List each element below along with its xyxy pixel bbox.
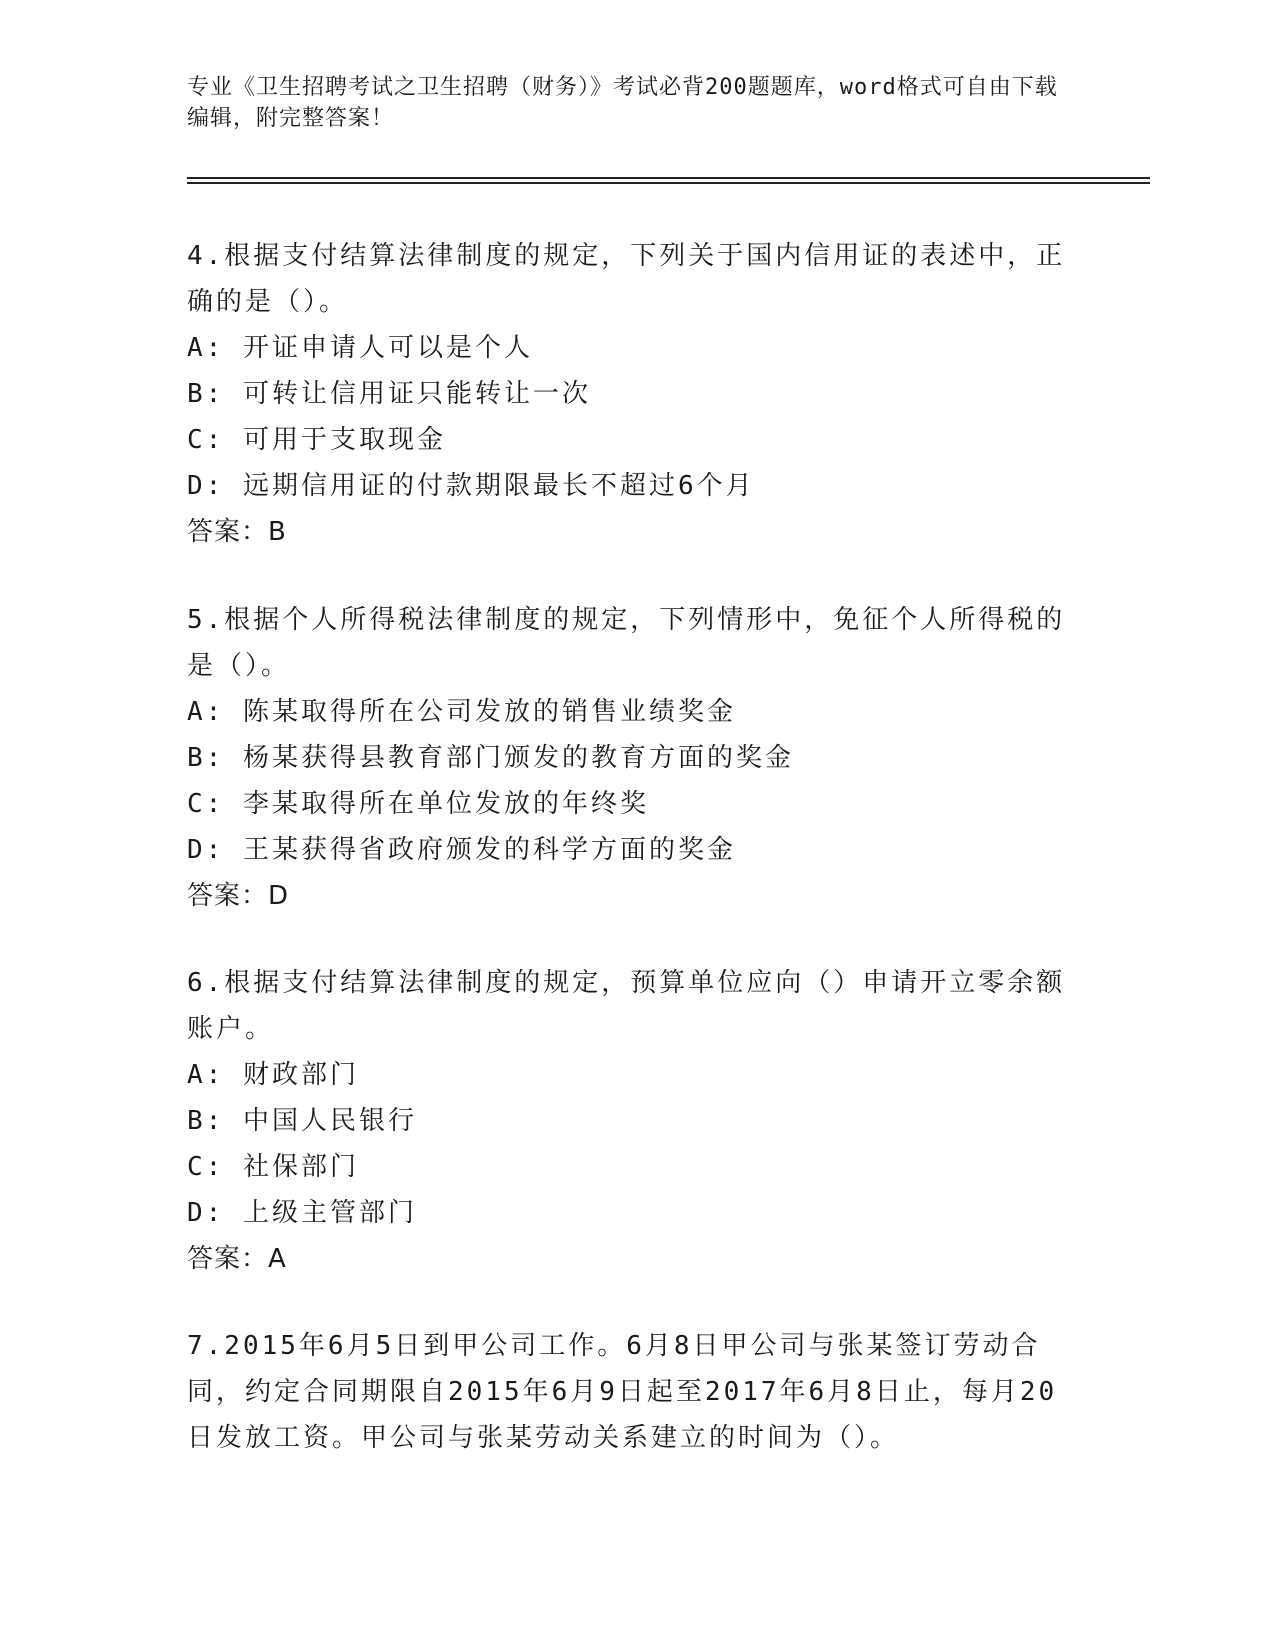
question-stem: 5.根据个人所得税法律制度的规定，下列情形中，免征个人所得税的是（）。 [187, 605, 1066, 681]
option-d: D: 远期信用证的付款期限最长不超过6个月 [187, 471, 755, 501]
option-a: A: 财政部门 [187, 1060, 359, 1090]
question-6 [187, 960, 1067, 1282]
answer: 答案：A [187, 1244, 287, 1274]
option-d: D: 上级主管部门 [187, 1198, 417, 1228]
question-7 [187, 1323, 1067, 1461]
question-stem: 7.2015年6月5日到甲公司工作。6月8日甲公司与张某签订劳动合同，约定合同期限自2015年6月9日起至2017年6月8日止，每月20日发放工资。甲公司与张某劳动关系建立的时间为（）。 [187, 1331, 1058, 1453]
option-c: C: 社保部门 [187, 1152, 359, 1182]
header-divider-bottom [187, 182, 1150, 184]
document-header: 专业《卫生招聘考试之卫生招聘（财务）》考试必背200题题库，word格式可自由下载编辑，附完整答案！ [187, 75, 1058, 131]
option-a: A: 开证申请人可以是个人 [187, 333, 533, 363]
question-4 [187, 233, 1067, 555]
answer: 答案：B [187, 517, 287, 547]
option-c: C: 李某取得所在单位发放的年终奖 [187, 789, 649, 819]
option-a: A: 陈某取得所在公司发放的销售业绩奖金 [187, 697, 736, 727]
option-b: B: 可转让信用证只能转让一次 [187, 379, 591, 409]
question-stem: 6.根据支付结算法律制度的规定，预算单位应向（）申请开立零余额账户。 [187, 968, 1066, 1044]
option-c: C: 可用于支取现金 [187, 425, 446, 455]
question-5 [187, 597, 1067, 919]
option-b: B: 杨某获得县教育部门颁发的教育方面的奖金 [187, 743, 794, 773]
header-divider-top [187, 177, 1150, 179]
option-d: D: 王某获得省政府颁发的科学方面的奖金 [187, 835, 736, 865]
question-stem: 4.根据支付结算法律制度的规定，下列关于国内信用证的表述中，正确的是（）。 [187, 241, 1066, 317]
option-b: B: 中国人民银行 [187, 1106, 417, 1136]
answer: 答案：D [187, 881, 290, 911]
